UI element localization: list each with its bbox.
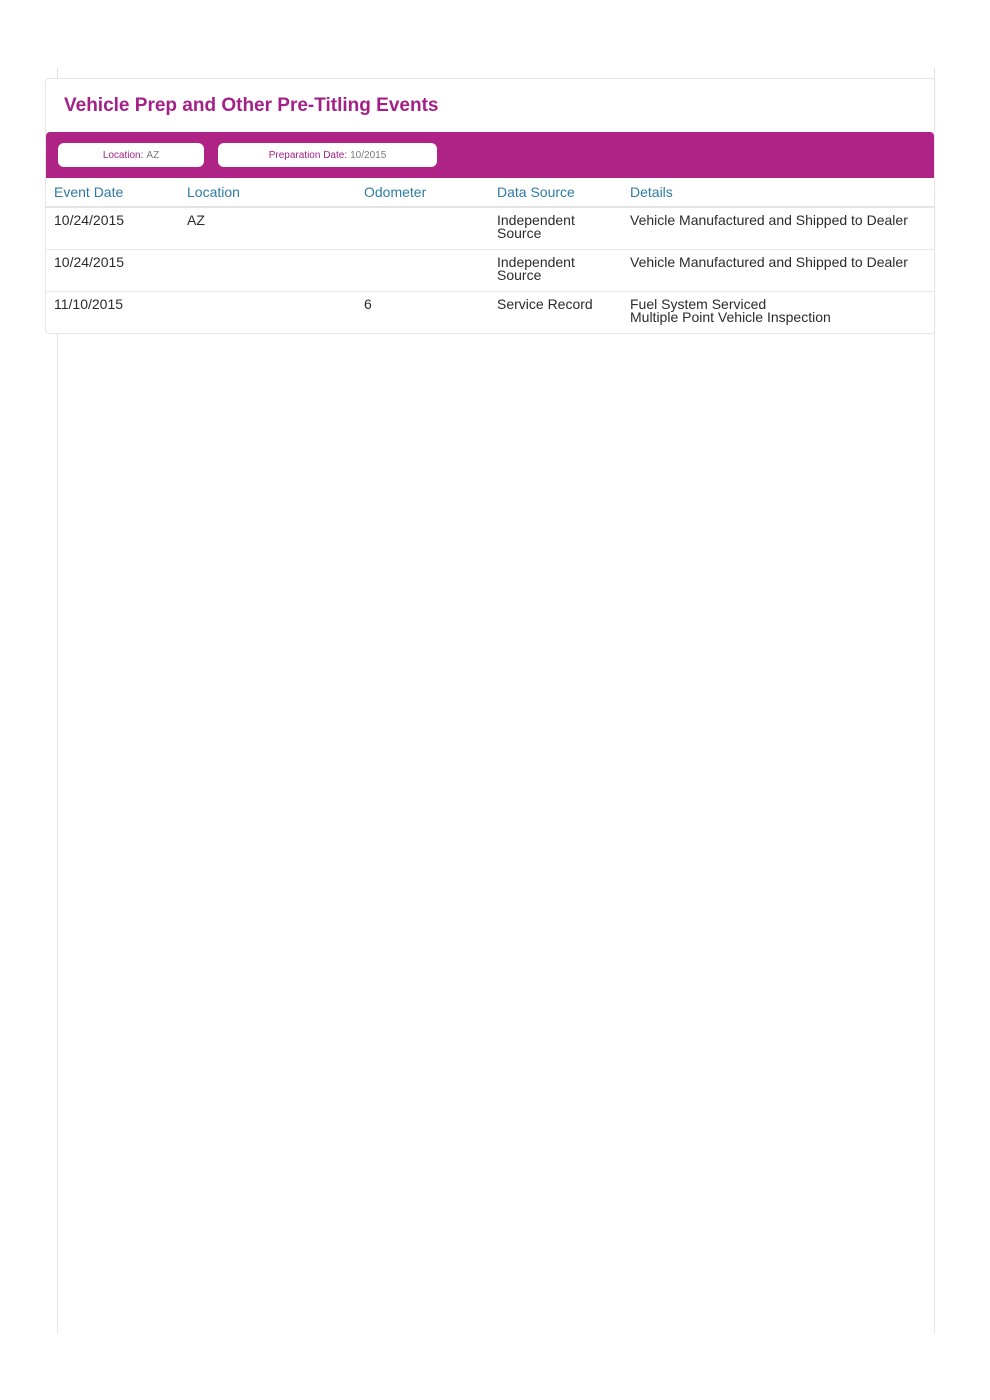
cell-event-date: 10/24/2015 (46, 250, 179, 292)
header-event-date: Event Date (46, 178, 179, 207)
header-details: Details (622, 178, 934, 207)
details-line: Vehicle Manufactured and Shipped to Dealer (630, 254, 908, 270)
cell-odometer (356, 250, 489, 292)
cell-event-date: 10/24/2015 (46, 207, 179, 250)
header-odometer: Odometer (356, 178, 489, 207)
table-row (46, 292, 934, 334)
data-source-line: Service Record (497, 296, 593, 312)
header-data-source: Data Source (489, 178, 622, 207)
cell-location (179, 292, 356, 334)
data-source-line: Source (497, 267, 542, 283)
cell-odometer (356, 207, 489, 250)
preparation-date-pill-label: Preparation Date: (268, 149, 348, 161)
cell-odometer: 6 (364, 296, 372, 312)
cell-location (179, 250, 356, 292)
details-line: Multiple Point Vehicle Inspection (630, 309, 831, 325)
table-row (46, 250, 934, 292)
cell-location: AZ (179, 207, 356, 250)
table-row (46, 207, 934, 250)
preparation-date-pill-value: 10/2015 (350, 149, 387, 161)
cell-data-source (489, 292, 622, 334)
pre-titling-events-card (45, 78, 935, 334)
section-title: Vehicle Prep and Other Pre-Titling Events (64, 94, 439, 116)
location-pill (58, 143, 204, 167)
cell-details (622, 207, 934, 250)
info-bar (46, 132, 934, 178)
header-location: Location (179, 178, 356, 207)
data-source-line: Independent (497, 254, 575, 270)
data-source-line: Independent (497, 212, 575, 228)
cell-data-source (489, 250, 622, 292)
cell-details (622, 250, 934, 292)
events-table (46, 178, 934, 333)
details-line: Fuel System Serviced (630, 296, 767, 312)
location-pill-value: AZ (146, 149, 160, 161)
preparation-date-pill (218, 143, 437, 167)
cell-event-date: 11/10/2015 (54, 296, 124, 312)
table-header-row (46, 178, 934, 207)
location-pill-label: Location: (102, 149, 144, 161)
details-line: Vehicle Manufactured and Shipped to Dealer (630, 212, 908, 228)
cell-details (622, 292, 934, 334)
cell-data-source (489, 207, 622, 250)
data-source-line: Source (497, 225, 542, 241)
